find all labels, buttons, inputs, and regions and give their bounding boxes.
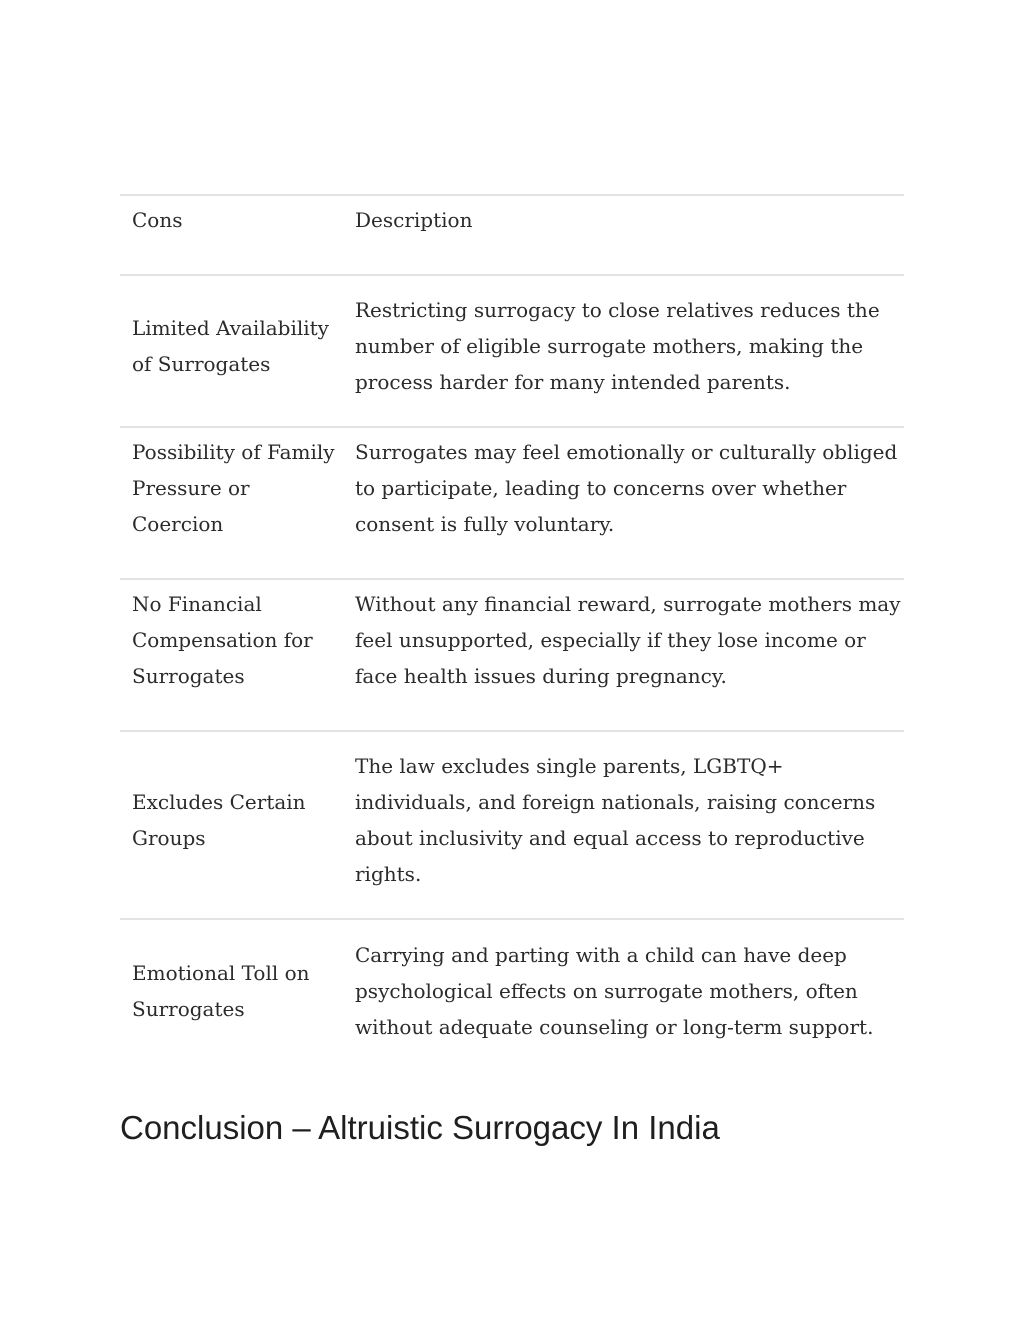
description-cell: Restricting surrogacy to close relatives reduces the number of eligible surrogate mothers, making the process harder for many intended parents.	[355, 298, 880, 394]
table-header-row	[120, 195, 904, 275]
table-row	[120, 731, 904, 919]
con-cell: Limited Availability of Surrogates	[132, 316, 329, 376]
con-cell: Excludes Certain Groups	[132, 790, 306, 850]
header-description: Description	[355, 208, 473, 232]
con-cell: No Financial Compensation for Surrogates	[132, 592, 313, 688]
table-row	[120, 275, 904, 427]
cons-table	[120, 194, 904, 1071]
description-cell: Carrying and parting with a child can have deep psychological effects on surrogate mothers, often without adequate counseling or long-term support.	[355, 942, 874, 1039]
con-cell: Possibility of Family Pressure or Coercion	[132, 440, 335, 536]
description-cell: Without any financial reward, surrogate mothers may feel unsupported, especially if they lose income or face health issues during pregnancy.	[355, 592, 901, 688]
table-row	[120, 919, 904, 1071]
header-cons: Cons	[132, 208, 183, 232]
table-row	[120, 427, 904, 579]
description-cell: Surrogates may feel emotionally or culturally obliged to participate, leading to concerns over whether consent is fully voluntary.	[355, 440, 898, 536]
table-row	[120, 579, 904, 731]
cons-table-section	[120, 194, 904, 1071]
con-cell: Emotional Toll on Surrogates	[132, 960, 310, 1021]
description-cell: The law excludes single parents, LGBTQ+ individuals, and foreign nationals, raising concerns about inclusivity and equal access to reproductive rights.	[355, 754, 876, 886]
conclusion-heading: Conclusion – Altruistic Surrogacy In India	[120, 1109, 720, 1146]
